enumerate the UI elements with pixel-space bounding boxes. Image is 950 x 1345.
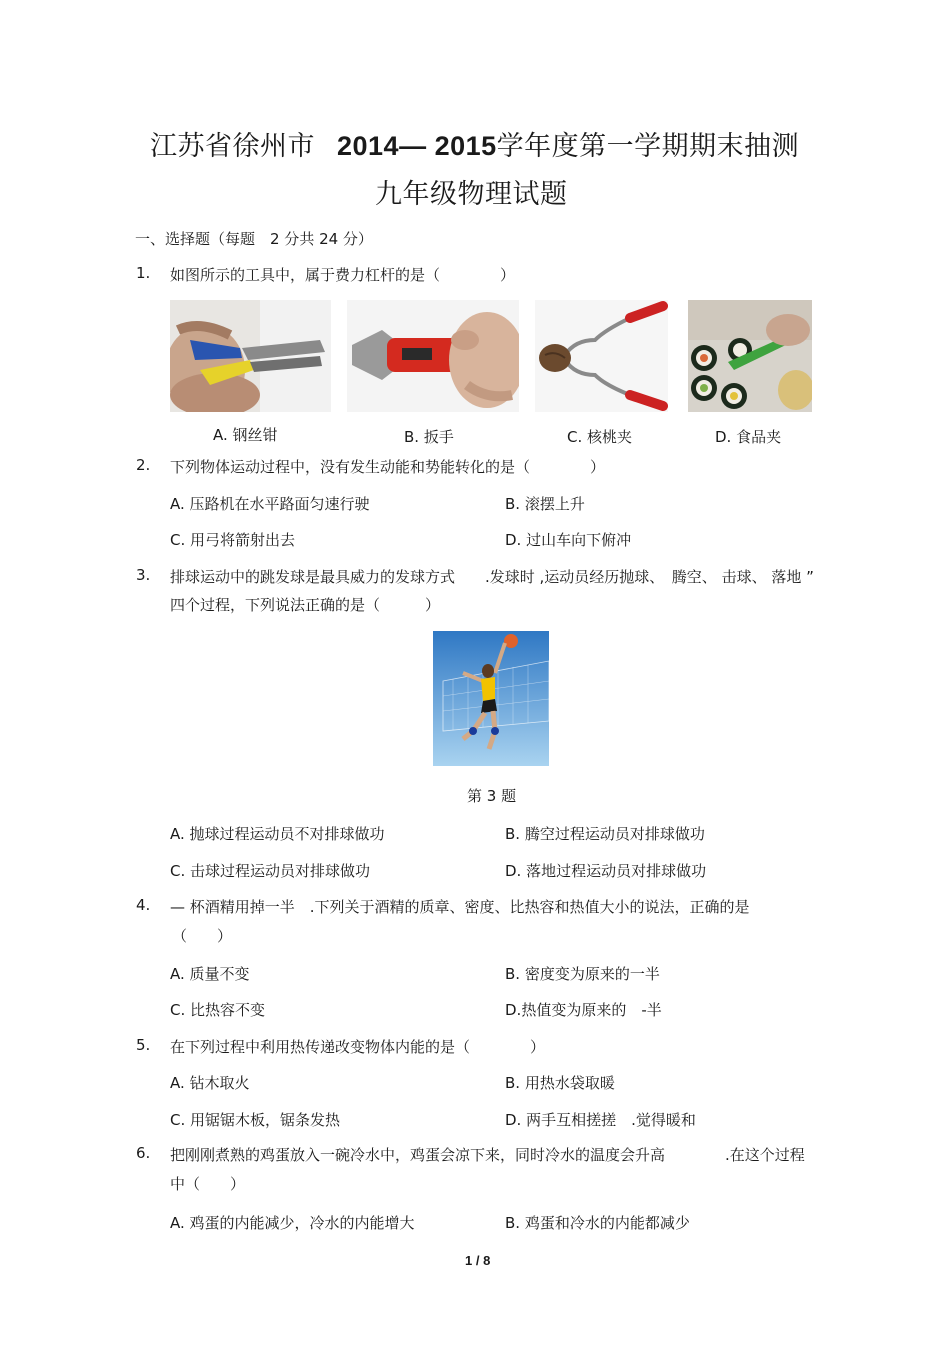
q4-option-a: A. 质量不变 [170, 965, 250, 983]
pliers-image [170, 300, 331, 412]
section-heading: 一、选择题（每题 2 分共 24 分） [135, 230, 373, 248]
q1-option-b: B. 扳手 [404, 428, 454, 446]
q1-option-c: C. 核桃夹 [567, 428, 633, 446]
q2-number: 2. [136, 456, 151, 474]
q4-option-d: D.热值变为原来的 -半 [505, 1001, 662, 1019]
q4-option-b: B. 密度变为原来的一半 [505, 965, 660, 983]
q2-option-c: C. 用弓将箭射出去 [170, 531, 296, 549]
food-tongs-image [688, 300, 812, 412]
q3-option-a: A. 抛球过程运动员不对排球做功 [170, 825, 385, 843]
q5-text: 在下列过程中利用热传递改变物体内能的是（ ） [170, 1038, 546, 1056]
q3-number: 3. [136, 566, 151, 584]
title-term: 学年度第一学期期末抽测 [496, 131, 800, 162]
q6-text-line-2: 中（ ） [170, 1175, 246, 1193]
title-year: 2014— 2015 [337, 131, 497, 161]
q6-option-b: B. 鸡蛋和冷水的内能都减少 [505, 1214, 690, 1232]
q3-text-line-1: 排球运动中的跳发球是最具威力的发球方式 .发球时 ,运动员经历抛球、 腾空、 击球、 落地 ” [170, 568, 814, 586]
q6-option-a: A. 鸡蛋的内能减少，冷水的内能增大 [170, 1214, 415, 1232]
volleyball-image [433, 631, 549, 766]
q1-option-d: D. 食品夹 [715, 428, 782, 446]
title-line-2: 九年级物理试题 [375, 179, 568, 210]
q2-option-d: D. 过山车向下俯冲 [505, 531, 632, 549]
q5-option-a: A. 钻木取火 [170, 1074, 250, 1092]
q4-text-line-2: （ ） [172, 927, 233, 945]
wrench-image [347, 300, 519, 412]
q5-option-c: C. 用锯锯木板，锯条发热 [170, 1111, 341, 1129]
q6-number: 6. [136, 1144, 151, 1162]
q1-text: 如图所示的工具中，属于费力杠杆的是（ ） [170, 266, 516, 284]
q4-number: 4. [136, 896, 151, 914]
q2-option-a: A. 压路机在水平路面匀速行驶 [170, 495, 370, 513]
q5-option-d: D. 两手互相搓搓 .觉得暖和 [505, 1111, 696, 1129]
title-line-1 [150, 124, 799, 163]
q3-option-d: D. 落地过程运动员对排球做功 [505, 862, 707, 880]
q1-option-a: A. 钢丝钳 [213, 426, 278, 444]
q3-option-b: B. 腾空过程运动员对排球做功 [505, 825, 705, 843]
q1-number: 1. [136, 264, 151, 282]
q3-option-c: C. 击球过程运动员对排球做功 [170, 862, 371, 880]
q4-option-c: C. 比热容不变 [170, 1001, 266, 1019]
q2-text: 下列物体运动过程中，没有发生动能和势能转化的是（ ） [170, 458, 606, 476]
nutcracker-image [535, 300, 668, 412]
q3-text-line-2: 四个过程，下列说法正确的是（ ） [170, 596, 441, 614]
q5-option-b: B. 用热水袋取暖 [505, 1074, 615, 1092]
q2-option-b: B. 滚摆上升 [505, 495, 585, 513]
q4-text-line-1: — 杯酒精用掉一半 .下列关于酒精的质章、密度、比热容和热值大小的说法，正确的是 [170, 898, 750, 916]
q5-number: 5. [136, 1036, 151, 1054]
q3-figure-caption: 第 3 题 [467, 787, 517, 805]
q6-text-line-1: 把刚刚煮熟的鸡蛋放入一碗冷水中，鸡蛋会凉下来，同时冷水的温度会升高 .在这个过程 [170, 1146, 805, 1164]
page-number: 1 / 8 [465, 1253, 491, 1268]
title-region: 江苏省徐州市 [150, 131, 315, 162]
